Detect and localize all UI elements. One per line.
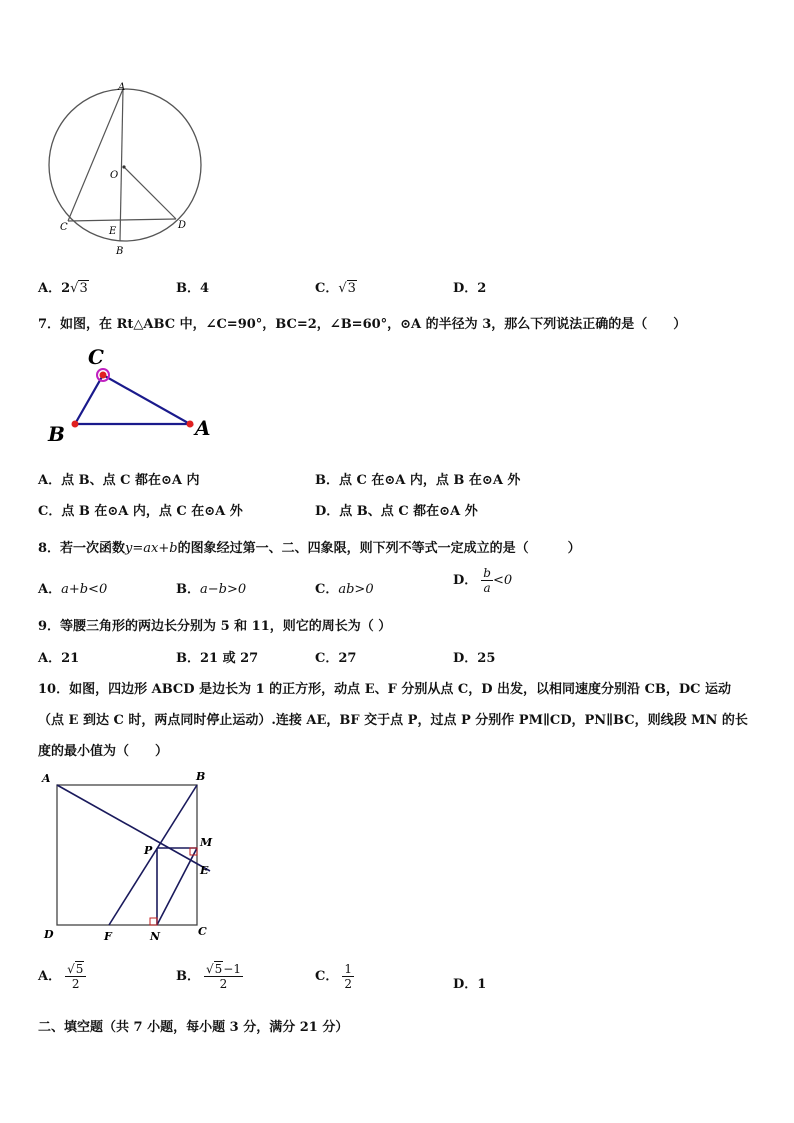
q7-stem: 7．如图，在 Rt△ABC 中，∠C=90°，BC=2，∠B=60°，⊙A 的半径为 3，那么下列说法正确的是（ ） (38, 317, 687, 332)
q10-option-c[interactable] (315, 962, 354, 991)
label-o: O (110, 170, 119, 181)
q6-option-c[interactable]: C．√3 (315, 281, 356, 296)
option-value: 2 (61, 281, 71, 296)
stem-text: 8．若一次函数 (38, 541, 126, 556)
label-e: E (200, 864, 209, 877)
q10-option-a[interactable]: A． $\frac{√5}{2}$ (38, 962, 86, 991)
numerator-tail: −1 (223, 962, 241, 976)
option-value: 1 (477, 977, 487, 992)
q7-option-c[interactable]: C．点 B 在⊙A 内，点 C 在⊙A 外 (38, 504, 243, 519)
fraction-denominator: 2 (219, 977, 228, 991)
label-b: B (116, 246, 124, 257)
label-c: C (60, 222, 68, 233)
label-b: B (196, 770, 206, 783)
label-f: F (104, 930, 112, 943)
q10-stem-line1: 10．如图，四边形 ABCD 是边长为 1 的正方形，动点 E、F 分别从点 C，D 出发，以相同速度分别沿 CB，DC 运动 (38, 682, 732, 697)
triangle-figure (40, 340, 230, 450)
q10-option-b[interactable]: B． $\frac{√5-1}{2}$ (176, 962, 241, 991)
option-relation: <0 (492, 573, 513, 588)
option-value: 4 (200, 281, 210, 296)
option-expr: ab>0 (338, 582, 374, 597)
label-a: A (195, 416, 211, 440)
option-label: B． (176, 582, 200, 597)
fraction-denominator: a (483, 581, 491, 595)
option-expr: a+b<0 (61, 582, 108, 597)
q10-stem-line3: 度的最小值为（ ） (38, 744, 169, 759)
radicand: 5 (75, 962, 84, 976)
q9-option-d[interactable]: D．25 (453, 651, 496, 666)
label-e: E (109, 226, 117, 237)
option-label: A． (38, 969, 62, 984)
radicand: 5 (214, 962, 223, 976)
option-label: D． (453, 977, 478, 992)
option-expr: a−b>0 (200, 582, 247, 597)
radicand: 3 (79, 281, 88, 296)
q6-option-b[interactable] (176, 277, 209, 296)
option-label: C． (315, 281, 339, 296)
q10-option-d[interactable] (453, 973, 486, 992)
q6-option-d[interactable] (453, 277, 486, 296)
radicand: 3 (347, 281, 356, 296)
q9-option-c[interactable]: C．27 (315, 651, 357, 666)
option-label: D． (453, 573, 478, 588)
circle-figure (40, 78, 220, 258)
function-expr: y=ax+b (125, 541, 178, 556)
option-label: B． (176, 969, 200, 984)
q6-option-a[interactable]: A．2√3 (38, 281, 88, 296)
option-value: 2 (477, 281, 487, 296)
label-c: C (88, 345, 104, 369)
q8-stem (38, 537, 581, 556)
stem-text: 的图象经过第一、二、四象限，则下列不等式一定成立的是（ ） (177, 541, 581, 556)
label-m: M (200, 836, 213, 849)
q8-option-a[interactable] (38, 578, 107, 597)
fraction-numerator: b (483, 566, 491, 580)
q7-option-a[interactable]: A．点 B、点 C 都在⊙A 内 (38, 473, 200, 488)
label-a: A (118, 82, 126, 93)
label-b: B (48, 422, 65, 446)
q8-option-c[interactable] (315, 578, 374, 597)
square-figure (38, 768, 223, 946)
label-d: D (44, 928, 54, 941)
label-d: D (178, 220, 187, 231)
fraction-numerator: 1 (344, 962, 352, 976)
q8-option-d[interactable] (453, 566, 512, 595)
label-a: A (42, 772, 51, 785)
q10-stem-line2: （点 E 到达 C 时，两点同时停止运动）.连接 AE，BF 交于点 P，过点 P 分别作 PM∥CD，PN∥BC，则线段 MN 的长 (38, 713, 748, 728)
fraction-denominator: 2 (71, 977, 80, 991)
option-label: C． (315, 582, 339, 597)
q8-option-b[interactable] (176, 578, 246, 597)
label-c: C (198, 925, 207, 938)
q9-stem: 9．等腰三角形的两边长分别为 5 和 11，则它的周长为（ ） (38, 619, 392, 634)
fraction-denominator: 2 (344, 977, 352, 991)
option-label: B． (176, 281, 200, 296)
q9-option-a[interactable]: A．21 (38, 651, 80, 666)
q7-option-d[interactable]: D．点 B、点 C 都在⊙A 外 (315, 504, 478, 519)
q7-option-b[interactable]: B．点 C 在⊙A 内，点 B 在⊙A 外 (315, 473, 521, 488)
option-label: C． (315, 969, 339, 984)
option-label: A． (38, 582, 62, 597)
option-label: A． (38, 281, 62, 296)
q9-option-b[interactable]: B．21 或 27 (176, 651, 259, 666)
section-heading: 二、填空题（共 7 小题，每小题 3 分，满分 21 分） (38, 1020, 349, 1035)
label-n: N (150, 930, 161, 943)
option-label: D． (453, 281, 478, 296)
label-p: P (144, 844, 153, 857)
